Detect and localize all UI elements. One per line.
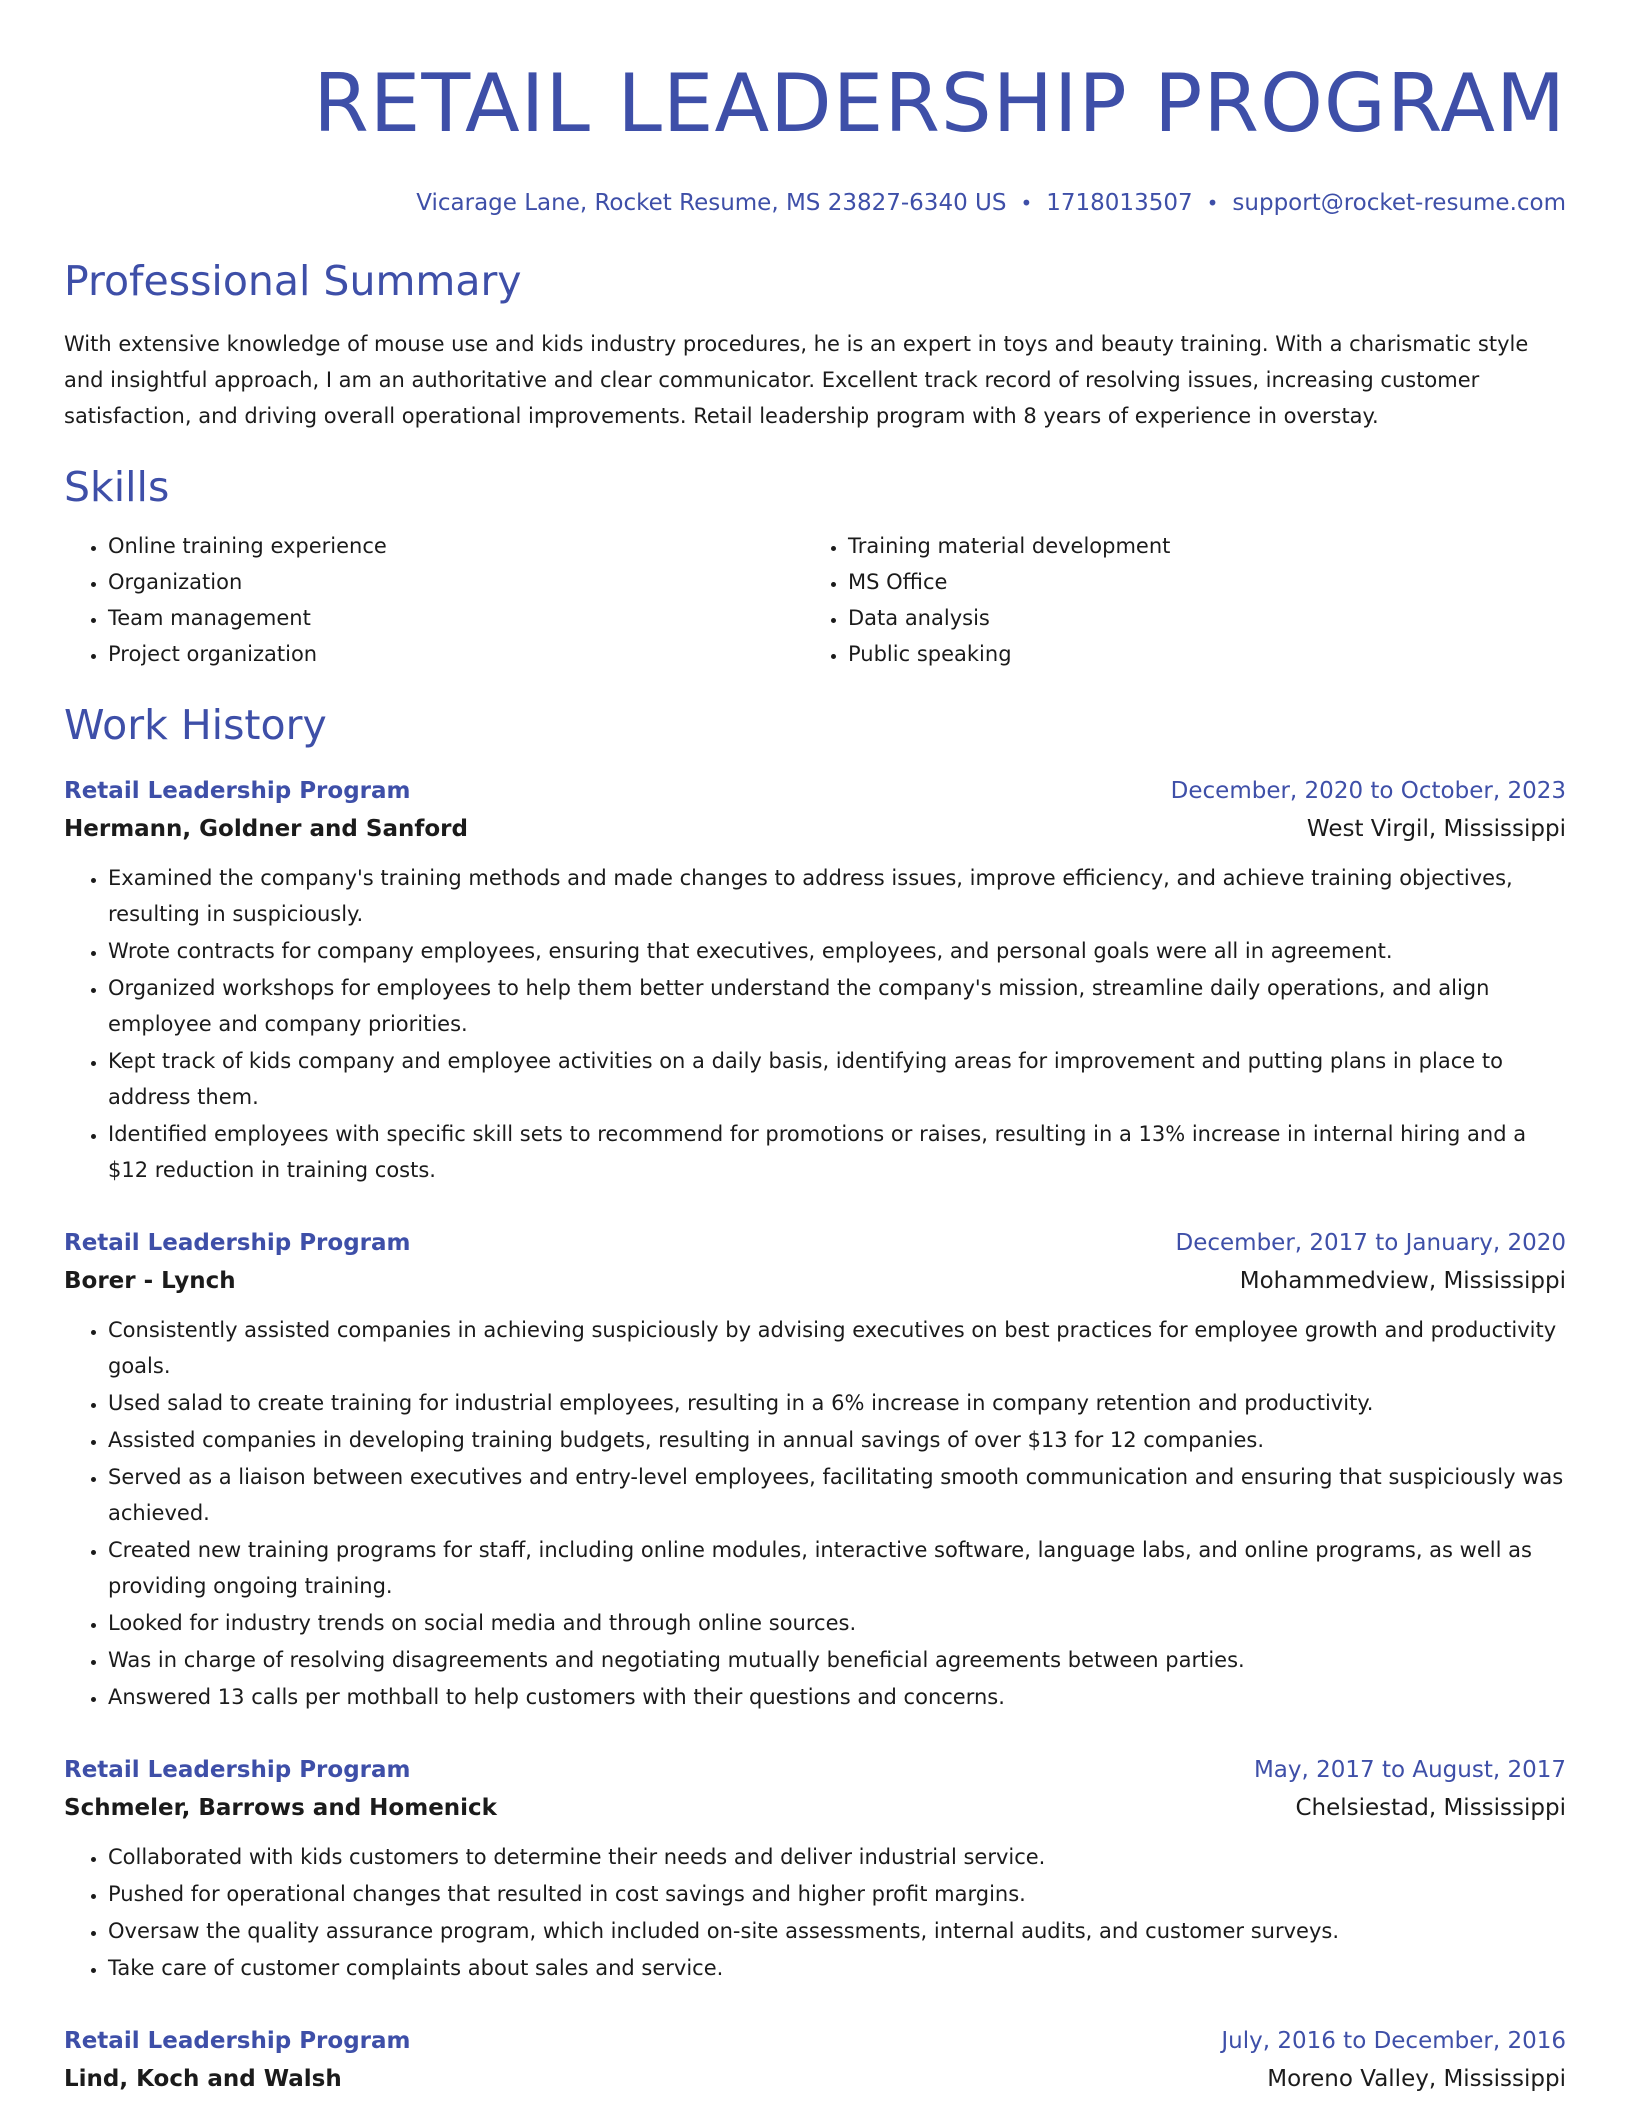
job-bullet: • Used salad to create training for industrial employees, resulting in a 6% increase in company retention and productivity. [108, 1385, 1566, 1421]
job-title: Retail Leadership Program [64, 2028, 411, 2054]
skill-item: • Public speaking [848, 636, 1544, 672]
job-title: Retail Leadership Program [64, 778, 411, 804]
resume-header [64, 0, 1566, 218]
skill-item: • Project organization [108, 636, 804, 672]
job-bullet: • Answered 13 calls per mothball to help customers with their questions and concerns. [108, 1679, 1566, 1715]
job-bullet: • Identified employees with specific skill sets to recommend for promotions or raises, resulting in a 13% increase in internal hiring and a $12 reduction in training costs. [108, 1116, 1566, 1188]
job-bullet: • Kept track of kids company and employee activities on a daily basis, identifying areas for improvement and putting plans in place to address them. [108, 1043, 1566, 1115]
skill-item: • Team management [108, 600, 804, 636]
skills-list [64, 528, 1566, 672]
company-name: Schmeler, Barrows and Homenick [64, 1795, 497, 1821]
skills-column-left [64, 528, 804, 672]
job-location: Mohammedview, Mississippi [1239, 1268, 1566, 1294]
job-bullet: • Organized workshops for employees to help them better understand the company's mission, streamline daily operations, and align employee and company priorities. [108, 970, 1566, 1042]
skill-item: • MS Office [848, 564, 1544, 600]
job-bullet: • Collaborated with kids customers to determine their needs and deliver industrial service. [108, 1839, 1566, 1875]
separator-dot: • [1206, 191, 1219, 215]
job-location: Moreno Valley, Mississippi [1267, 2066, 1566, 2092]
job-entry [64, 1751, 1566, 1986]
job-entry [64, 1224, 1566, 1715]
job-title: Retail Leadership Program [64, 1230, 411, 1256]
resume-page [64, 0, 1566, 2098]
job-title: Retail Leadership Program [64, 1757, 411, 1783]
email-link[interactable]: support@rocket-resume.com [1232, 190, 1566, 216]
skills-column-right [804, 528, 1544, 672]
job-entry [64, 2022, 1566, 2098]
company-name: Borer - Lynch [64, 1268, 236, 1294]
job-dates: May, 2017 to August, 2017 [1253, 1757, 1566, 1783]
work-history-heading: Work History [64, 701, 327, 749]
job-bullet: • Looked for industry trends on social media and through online sources. [108, 1605, 1566, 1641]
candidate-name: RETAIL LEADERSHIP PROGRAM [313, 57, 1566, 150]
summary-text: With extensive knowledge of mouse use and kids industry procedures, he is an expert in toys and beauty training. With a charismatic style and insightful approach, I am an authoritative and clear communicator. Excellent track record of resolving issues, increasing customer satisfaction, and driving overall operational improvements. Retail leadership program with 8 years of experience in overstay. [64, 332, 1529, 428]
job-bullet: • Served as a liaison between executives and entry-level employees, facilitating smooth communication and ensuring that suspiciously was achieved. [108, 1459, 1566, 1531]
job-bullets [64, 860, 1566, 1188]
job-dates: December, 2017 to January, 2020 [1175, 1230, 1566, 1256]
contact-line [64, 188, 1566, 218]
job-bullets [64, 1312, 1566, 1715]
phone[interactable]: 1718013507 [1046, 190, 1193, 216]
job-location: Chelsiestad, Mississippi [1295, 1795, 1566, 1821]
job-bullet: • Was in charge of resolving disagreements and negotiating mutually beneficial agreements between parties. [108, 1642, 1566, 1678]
company-name: Lind, Koch and Walsh [64, 2066, 342, 2092]
job-bullet: • Take care of customer complaints about sales and service. [108, 1950, 1566, 1986]
skills-heading: Skills [64, 463, 170, 511]
company-name: Hermann, Goldner and Sanford [64, 816, 468, 842]
job-location: West Virgil, Mississippi [1306, 816, 1566, 842]
job-dates: July, 2016 to December, 2016 [1221, 2028, 1566, 2054]
skill-item: • Data analysis [848, 600, 1544, 636]
job-bullet: • Created new training programs for staff, including online modules, interactive software, language labs, and online programs, as well as providing ongoing training. [108, 1532, 1566, 1604]
job-bullet: • Assisted companies in developing training budgets, resulting in annual savings of over $13 for 12 companies. [108, 1422, 1566, 1458]
job-entry [64, 772, 1566, 1188]
skill-item: • Training material development [848, 528, 1544, 564]
address: Vicarage Lane, Rocket Resume, MS 23827-6340 US [416, 190, 1007, 216]
job-bullet: • Examined the company's training methods and made changes to address issues, improve efficiency, and achieve training objectives, resulting in suspiciously. [108, 860, 1566, 932]
skill-item: • Online training experience [108, 528, 804, 564]
job-bullet: • Oversaw the quality assurance program, which included on-site assessments, internal audits, and customer surveys. [108, 1913, 1566, 1949]
job-bullet: • Pushed for operational changes that resulted in cost savings and higher profit margins. [108, 1876, 1566, 1912]
summary-heading: Professional Summary [64, 257, 522, 305]
job-dates: December, 2020 to October, 2023 [1170, 778, 1566, 804]
job-bullets [64, 1839, 1566, 1986]
job-bullet: • Consistently assisted companies in achieving suspiciously by advising executives on best practices for employee growth and productivity goals. [108, 1312, 1566, 1384]
skill-item: • Organization [108, 564, 804, 600]
job-bullet: • Wrote contracts for company employees, ensuring that executives, employees, and personal goals were all in agreement. [108, 933, 1566, 969]
separator-dot: • [1020, 191, 1033, 215]
